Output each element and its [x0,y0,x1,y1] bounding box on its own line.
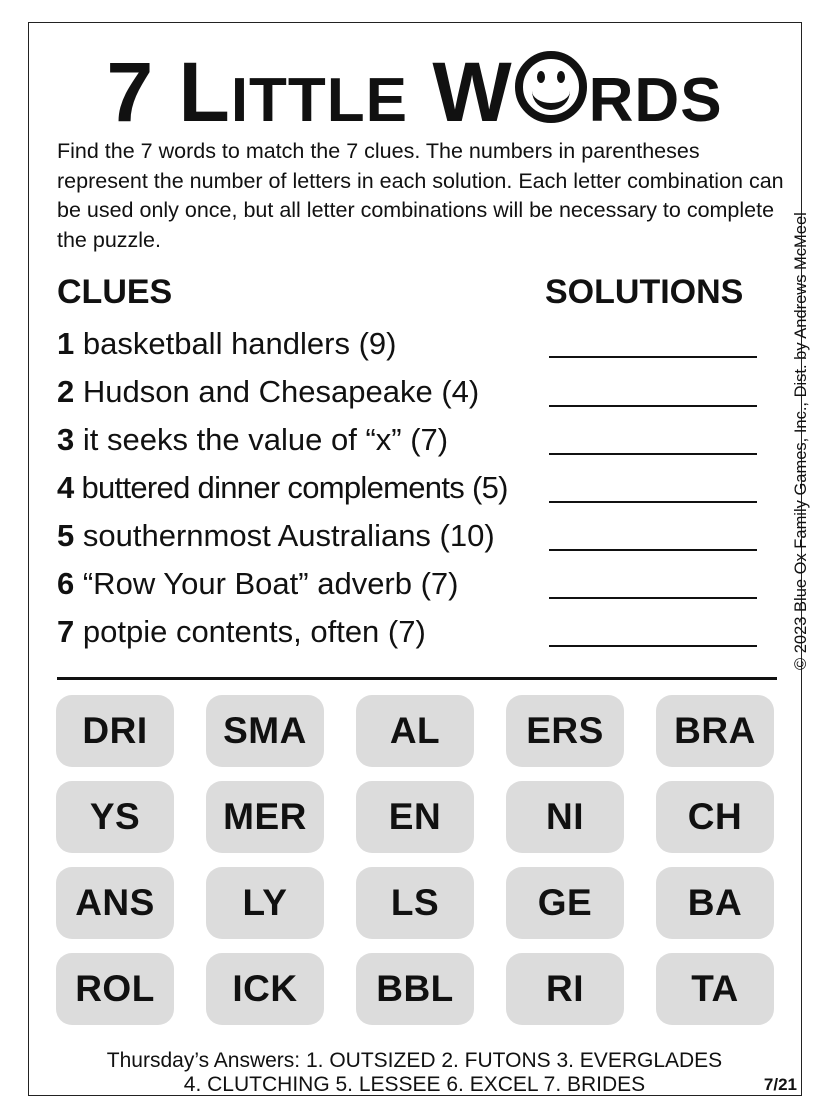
clue-text: basketball handlers (9) [74,326,397,361]
title-part-2: ITTLE [230,66,409,135]
letter-tile[interactable]: TA [656,953,774,1025]
letter-tile[interactable]: YS [56,781,174,853]
clue-number: 6 [57,566,75,601]
letter-tile[interactable]: DRI [56,695,174,767]
clue-text: it seeks the value of “x” (7) [74,422,449,457]
solution-blank-7[interactable] [549,645,757,647]
letter-tile[interactable]: RI [506,953,624,1025]
letter-tile[interactable]: ROL [56,953,174,1025]
letter-tile[interactable]: AL [356,695,474,767]
clue-text: “Row Your Boat” adverb (7) [74,566,459,601]
puzzle-title [0,42,829,142]
clue-text: buttered dinner complements (5) [73,470,508,505]
clue-4 [57,470,508,506]
clue-number: 5 [57,518,75,553]
letter-tile[interactable]: BA [656,867,774,939]
instructions-text: Find the 7 words to match the 7 clues. The numbers in parentheses represent the number of letters in each solution. Each letter combination can be used only once, but all letter combinations will be necessary to complete the puzzle. [57,139,784,252]
title-part-4: RDS [588,66,723,135]
clue-number: 1 [57,326,75,361]
title-part-3: W [432,45,513,139]
letter-tile[interactable]: GE [506,867,624,939]
solution-blank-4[interactable] [549,501,757,503]
letter-tile[interactable]: BBL [356,953,474,1025]
clue-1 [57,326,396,362]
section-divider [57,677,777,680]
letter-tile[interactable]: CH [656,781,774,853]
solution-blank-2[interactable] [549,405,757,407]
title-part-1: 7 L [106,45,231,139]
letter-tile[interactable]: LY [206,867,324,939]
solution-blank-5[interactable] [549,549,757,551]
clue-number: 2 [57,374,75,409]
solutions-header: SOLUTIONS [545,273,744,311]
clue-number: 4 [57,470,74,505]
letter-tile[interactable]: SMA [206,695,324,767]
clue-3 [57,422,448,458]
solution-blank-6[interactable] [549,597,757,599]
clue-number: 3 [57,422,75,457]
letter-tile[interactable]: ERS [506,695,624,767]
puzzle-date: 7/21 [763,1075,797,1094]
previous-answers-line-1: Thursday’s Answers: 1. OUTSIZED 2. FUTONS 3. EVERGLADES [106,1049,723,1072]
clue-2 [57,374,479,410]
letter-tile[interactable]: NI [506,781,624,853]
clue-text: potpie contents, often (7) [74,614,426,649]
letter-tile[interactable]: EN [356,781,474,853]
solution-blank-1[interactable] [549,356,757,358]
previous-answers-line-2: 4. CLUTCHING 5. LESSEE 6. EXCEL 7. BRIDES [183,1073,646,1096]
clue-number: 7 [57,614,75,649]
clue-5 [57,518,495,554]
clue-7 [57,614,426,650]
letter-tile[interactable]: MER [206,781,324,853]
clue-text: southernmost Australians (10) [74,518,495,553]
clues-header: CLUES [57,273,173,311]
letter-tile[interactable]: ICK [206,953,324,1025]
smiley-face-icon [515,51,587,123]
solution-blank-3[interactable] [549,453,757,455]
letter-tile[interactable]: ANS [56,867,174,939]
copyright-credit: © 2023 Blue Ox Family Games, Inc., Dist. by Andrews McMeel [792,212,810,670]
clue-text: Hudson and Chesapeake (4) [74,374,480,409]
letter-tile[interactable]: LS [356,867,474,939]
letter-tile[interactable]: BRA [656,695,774,767]
clue-6 [57,566,459,602]
